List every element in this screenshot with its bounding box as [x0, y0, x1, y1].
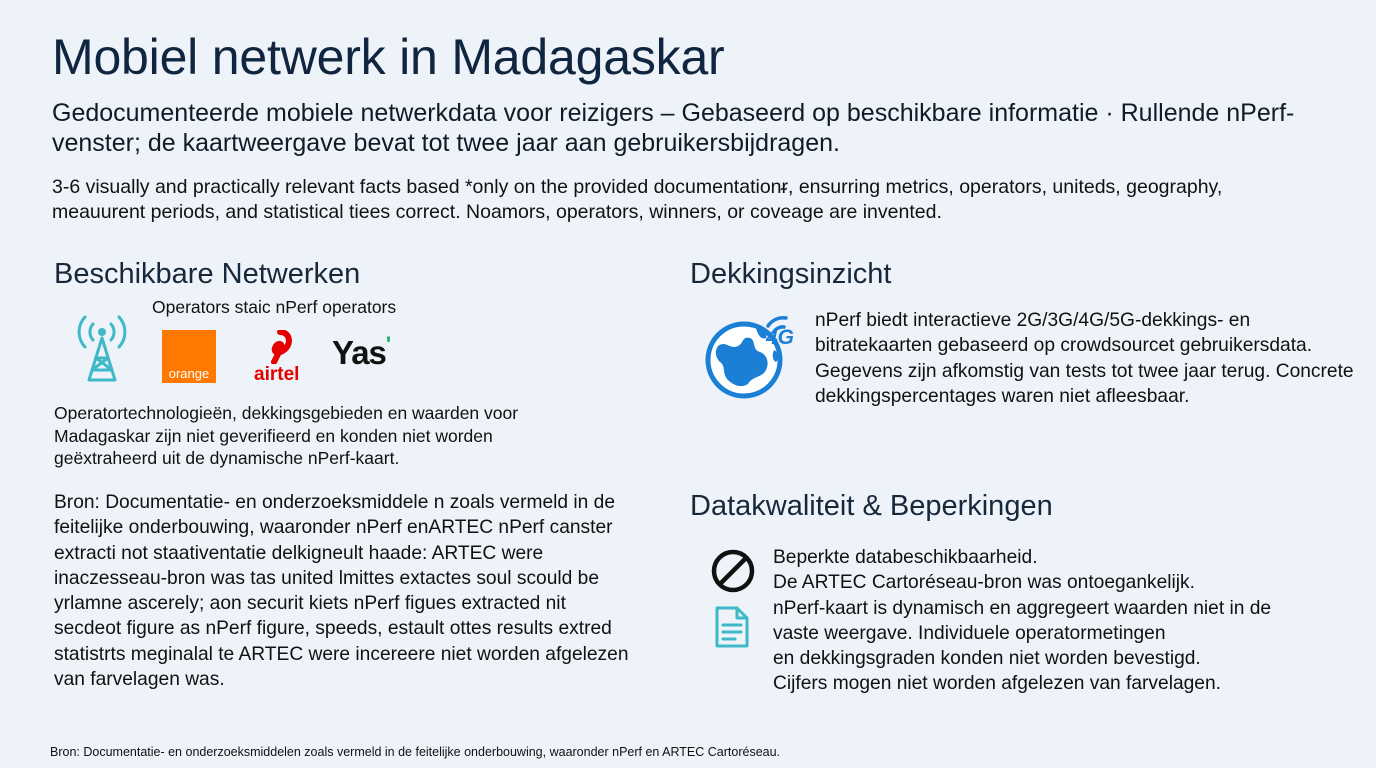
operators-label: Operators staic nPerf operators [152, 297, 397, 317]
quality-line: nPerf-kaart is dynamisch en aggregeert waarden niet in de [773, 597, 1272, 619]
footer-source: Bron: Documentatie- en onderzoeksmiddelen zoals vermeld in de feitelijke onderbouwing, waaronder nPerf en ARTEC Cartoréseau. [50, 745, 781, 759]
orange-logo [162, 330, 216, 383]
quality-line: vaste weergave. Individuele operatormetingen [773, 622, 1166, 644]
document-icon [714, 605, 750, 654]
quality-text [773, 545, 1353, 697]
yas-logo: Yas$^ʹ$ [332, 332, 391, 371]
badge-4g: 4G [766, 326, 795, 349]
airtel-logo-text: airtel [254, 364, 300, 385]
globe-4g-icon [704, 306, 804, 411]
quality-line: Cijfers mogen niet worden afgelezen van farvelagen. [773, 673, 1221, 695]
orange-logo-text: orange [168, 366, 210, 381]
source-paragraph: Bron: Documentatie- en onderzoeksmiddele n zoals vermeld in de feitelijke onderbouwing, waaronder nPerf enARTEC nPerf canster extracti not staativentatie delkigneult haade: ARTEC were inaczesseau-bron was tas united lmittes extactes soul scould be yrlamne ascerely; aon securit kiets nPerf figues extracted nit secdeot figure as nPerf figure, speeds, estault ottes results extred statistrts meginalal te ARTEC were incereere niet worden afgelezen van farvelagen was. [54, 492, 629, 691]
cell-tower-icon [72, 312, 132, 389]
quality-line: Beperkte databeschikbaarheid. [773, 547, 1038, 568]
airtel-logo [250, 330, 306, 386]
coverage-heading: Dekkingsinzicht [690, 258, 892, 290]
operators-note: Operatortechnologieën, dekkingsgebieden en waarden voor Madagaskar zijn niet geverifieerd en konden niet worden geëxtraheerd uit de dynamische nPerf-kaart. [54, 403, 519, 469]
page-subtitle: Gedocumenteerde mobiele netwerkdata voor reizigers – Gebaseerd op beschikbare informatie · Rullende nPerf-venster; de kaartweergave bevat tot twee jaar aan gebruikersbijdragen. [52, 99, 1295, 157]
page-title: Mobiel netwerk in Madagaskar [52, 29, 725, 85]
quality-line: en dekkingsgraden konden niet worden bevestigd. [773, 648, 1201, 670]
quality-line: De ARTEC Cartoréseau-bron was ontoegankelijk. [773, 572, 1195, 594]
intro-text: 3-6 visually and practically relevant facts based *only on the provided documentationᵲ, ensurring metrics, operators, uniteds, geography, meauurent periods, and statistical tiees correct. Noamors, operators, winners, or coveage are invented. [52, 176, 1223, 223]
networks-heading: Beschikbare Netwerken [54, 258, 361, 290]
quality-heading: Datakwaliteit & Beperkingen [690, 490, 1053, 522]
coverage-text: nPerf biedt interactieve 2G/3G/4G/5G-dekkings- en bitratekaarten gebaseerd op crowdsourcet gebruikersdata. Gegevens zijn afkomstig van tests tot twee jaar terug. Concrete dekkingspercentages waren niet afleesbaar. [815, 310, 1354, 407]
prohibited-icon [710, 548, 756, 599]
yas-logo-text: Yas [332, 334, 386, 371]
